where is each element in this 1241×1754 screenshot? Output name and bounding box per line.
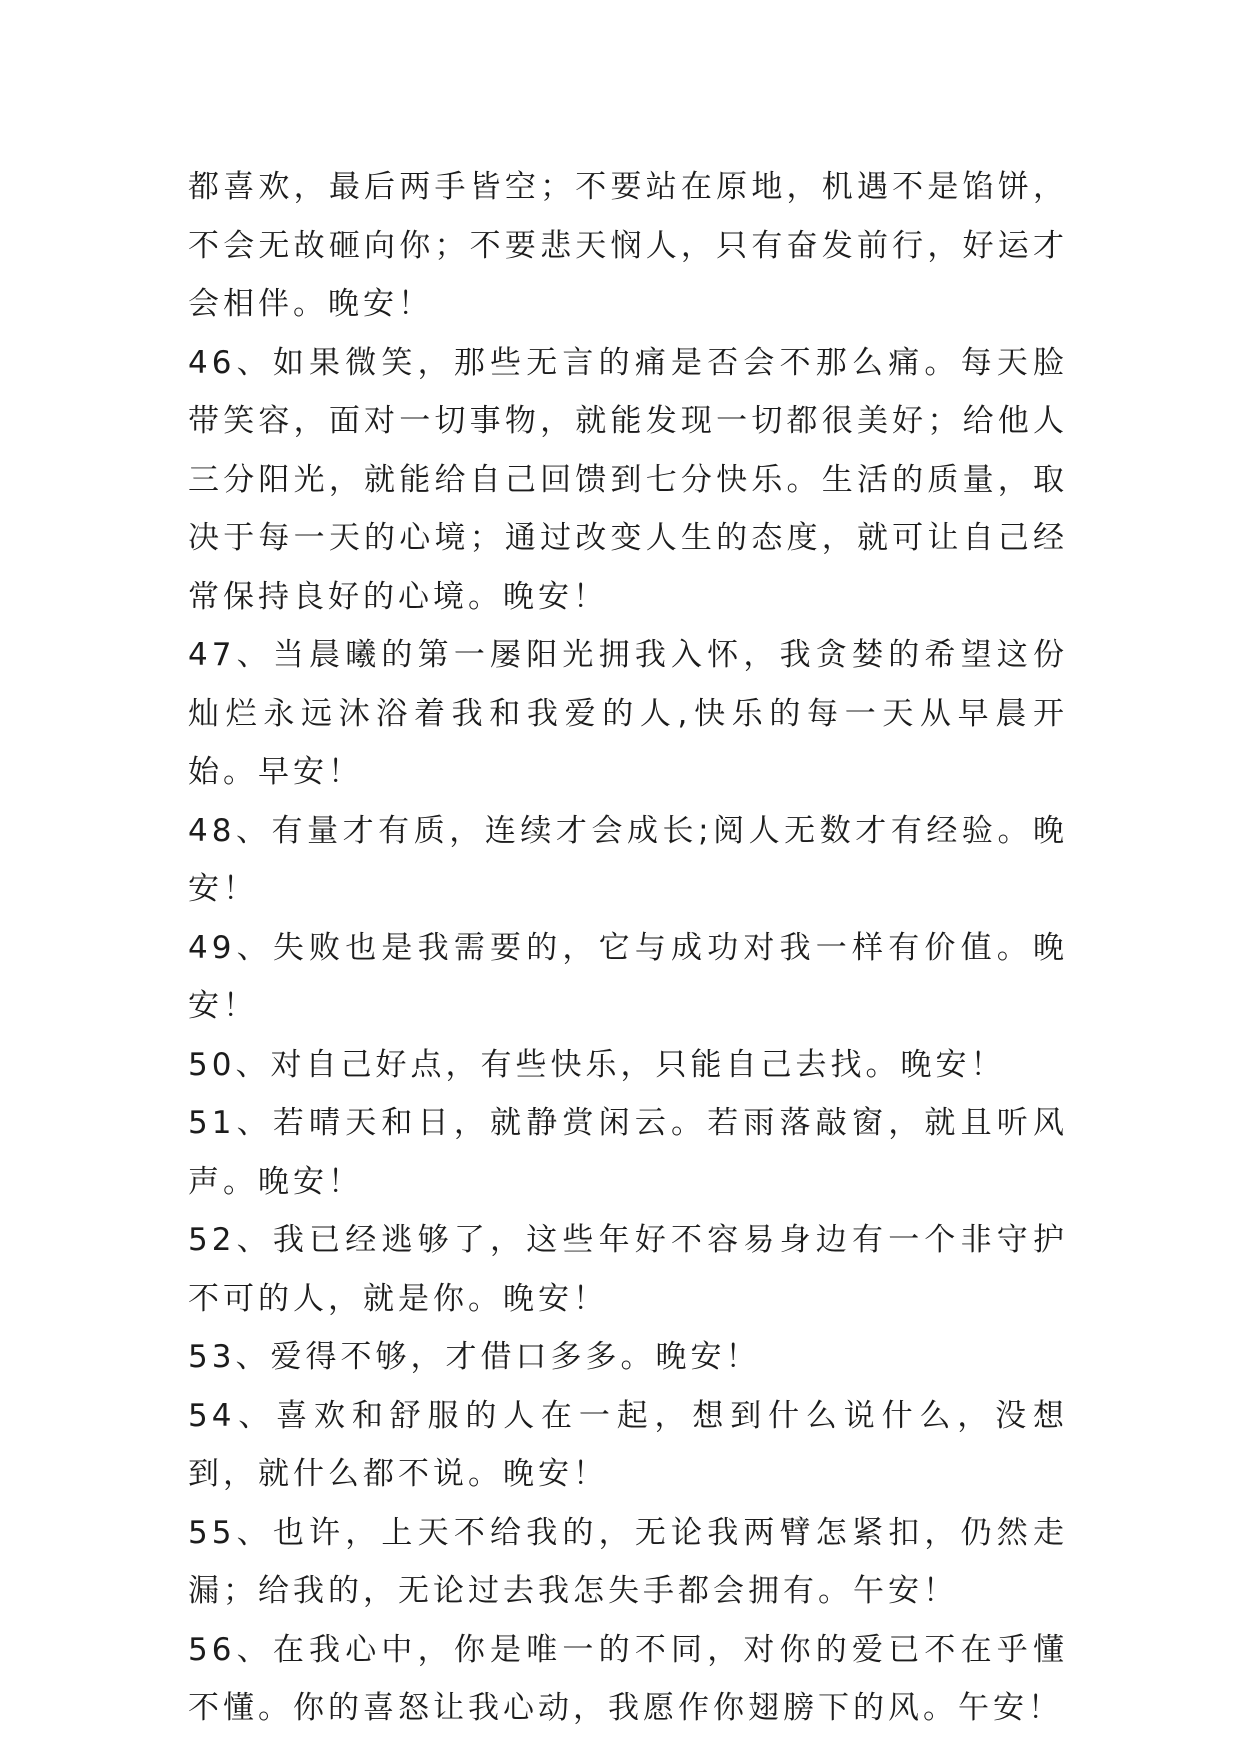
paragraph-46: 46、如果微笑，那些无言的痛是否会不那么痛。每天脸带笑容，面对一切事物，就能发现一切都很美好；给他人三分阳光，就能给自己回馈到七分快乐。生活的质量，取决于每一天的心境；通过改变人生的态度，就可让自己经常保持良好的心境。晚安！ xyxy=(188,344,1068,615)
paragraph-51: 51、若晴天和日，就静赏闲云。若雨落敲窗，就且听风声。晚安！ xyxy=(188,1105,1068,1200)
paragraph-47: 47、当晨曦的第一屡阳光拥我入怀，我贪婪的希望这份灿烂永远沐浴着我和我爱的人,快乐的每一天从早晨开始。早安！ xyxy=(188,637,1068,790)
paragraph-50: 50、对自己好点，有些快乐，只能自己去找。晚安！ xyxy=(188,1046,1006,1083)
paragraph-53: 53、爱得不够，才借口多多。晚安！ xyxy=(188,1339,761,1375)
paragraph-48: 48、有量才有质，连续才会成长;阅人无数才有经验。晚安！ xyxy=(188,812,1068,907)
document-body xyxy=(188,158,1068,1738)
paragraph-55: 55、也许，上天不给我的，无论我两臂怎紧扣，仍然走漏；给我的，无论过去我怎失手都会拥有。午安！ xyxy=(188,1514,1068,1609)
paragraph-54: 54、喜欢和舒服的人在一起，想到什么说什么，没想到，就什么都不说。晚安！ xyxy=(188,1397,1068,1492)
paragraph-49: 49、失败也是我需要的，它与成功对我一样有价值。晚安！ xyxy=(188,929,1068,1024)
paragraph-continuation: 都喜欢，最后两手皆空；不要站在原地，机遇不是馅饼，不会无故砸向你；不要悲天悯人，只有奋发前行，好运才会相伴。晚安！ xyxy=(188,169,1068,322)
paragraph-52: 52、我已经逃够了，这些年好不容易身边有一个非守护不可的人，就是你。晚安！ xyxy=(188,1222,1068,1317)
paragraph-56: 56、在我心中，你是唯一的不同，对你的爱已不在乎懂不懂。你的喜怒让我心动，我愿作你翅膀下的风。午安！ xyxy=(188,1631,1068,1726)
